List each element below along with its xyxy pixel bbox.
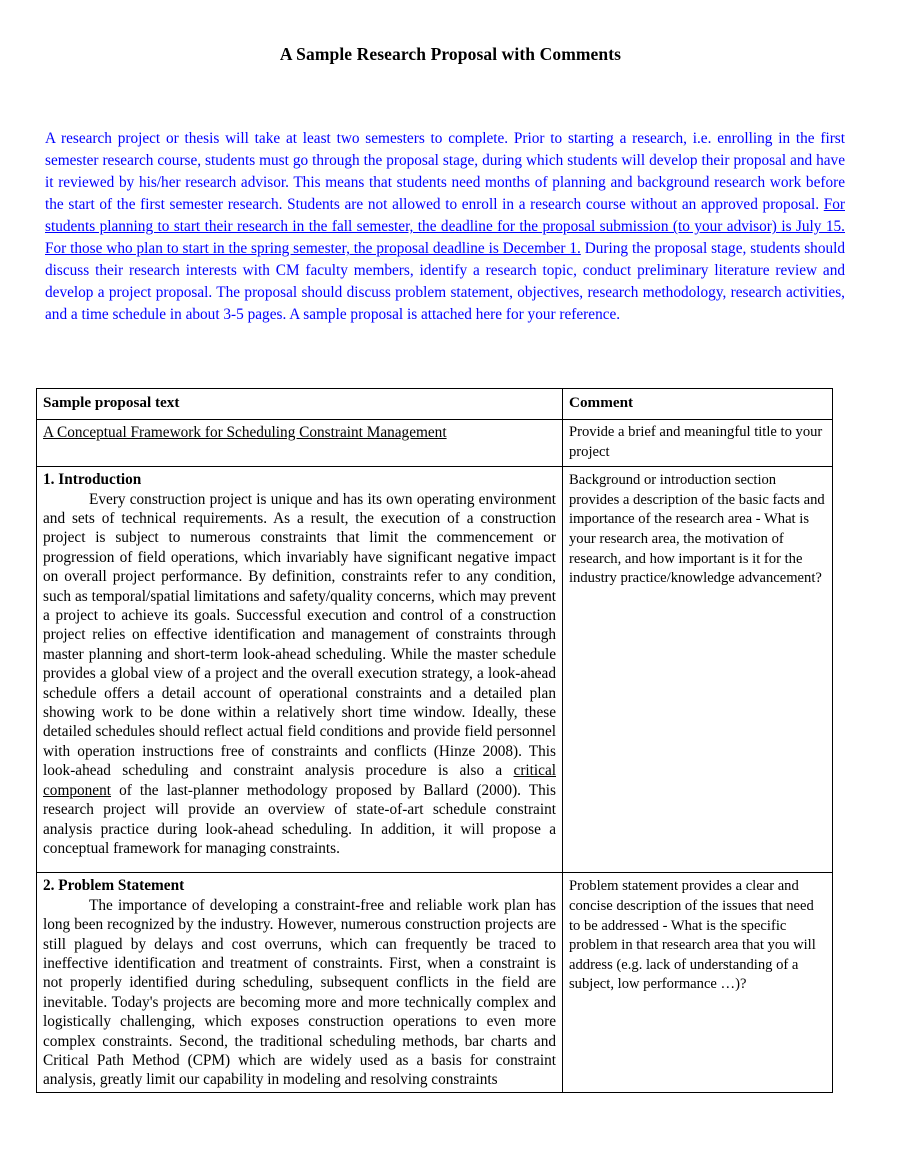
intro-part-1: A research project or thesis will take at least two semesters to complete. Prior to starting a research, i.e. enrolling in the first semester research course, students must go through the proposal stage, during which students will develop their proposal and have it reviewed by his/her research advisor. This means that students need months of planning and background research work before the start of the first semester research. Students are not allowed to enroll in a research course without an approved proposal. [45, 130, 845, 214]
table-row [37, 873, 833, 1092]
proposal-comment-table [36, 388, 833, 1093]
intro-paragraph [45, 128, 845, 326]
table-row [37, 420, 833, 467]
cell-section-problem-statement [37, 873, 563, 1092]
comment-text: Problem statement provides a clear and concise description of the issues that need to be addressed - What is the specific problem in that research area that you will address (e.g. lack of understanding of a subject, low performance …)? [569, 878, 816, 993]
cell-comment-title [563, 420, 833, 467]
section-heading-introduction: 1. Introduction [43, 471, 142, 489]
cell-comment-problem-statement [563, 873, 833, 1092]
page-title: A Sample Research Proposal with Comments [279, 44, 622, 64]
critical-component-underlined: critical component [43, 762, 556, 799]
section-body-problem-statement: The importance of developing a constraint-free and reliable work plan has long been recognized by the industry. However, numerous construction projects are still plagued by delays and cost overruns, which can frequently be traced to ineffective identification and treatment of constraints. First, when a constraint is not properly identified during scheduling, subsequent conflicts in the field are inevitable. Today's projects are becoming more and more technically complex and logistically challenging, which exposes construction operations to even more complex constraints. Second, the traditional scheduling methods, bar charts and Critical Path Method (CPM) which are widely used as a basis for constraint analysis, greatly limit our capability in modeling and resolving constraints [43, 896, 556, 1089]
cell-proposal-title [37, 420, 563, 467]
column-header-sample-proposal-text: Sample proposal text [37, 389, 563, 420]
comment-text: Background or introduction section provides a description of the basic facts and importance of the research area - What is your research area, the motivation of research, and how important is it for the industry practice/knowledge advancement? [569, 472, 825, 587]
column-header-comment: Comment [563, 389, 833, 420]
table-header-row [37, 389, 833, 420]
section-heading-problem-statement: 2. Problem Statement [43, 877, 185, 895]
cell-comment-introduction [563, 467, 833, 873]
cell-section-introduction [37, 467, 563, 873]
comment-text: Provide a brief and meaningful title to your project [569, 424, 823, 460]
table-row [37, 467, 833, 873]
intro-body-part-2: of the last-planner methodology proposed by Ballard (2000). This research project will provide an overview of state-of-art schedule constraint analysis practice during look-ahead scheduling. In addition, it will propose a conceptual framework for managing constraints. [43, 781, 556, 857]
intro-part-2: During the proposal stage, students should discuss their research interests with CM faculty members, identify a research topic, conduct preliminary literature review and develop a project proposal. The proposal should discuss problem statement, objectives, research methodology, research activities, and a time schedule in about 3-5 pages. A sample proposal is attached here for your reference. [45, 240, 846, 324]
intro-deadline-underlined: For students planning to start their research in the fall semester, the deadline for the proposal submission (to your advisor) is July 15. For those who plan to start in the spring semester, the proposal deadline is December 1. [45, 196, 845, 258]
section-body-introduction [43, 490, 556, 859]
proposal-title-text: A Conceptual Framework for Scheduling Constraint Management [43, 424, 447, 441]
intro-body-part-1: Every construction project is unique and has its own operating environment and sets of technical requirements. As a result, the execution of a construction project is subject to numerous constraints that limit the commencement or progression of field operations, which invariably have significant negative impact on overall project performance. By definition, constraints refer to any condition, such as temporal/spatial limitations and safety/quality concerns, which may prevent a project to achieve its goals. Successful execution and control of a construction project relies on effective identification and management of constraints through master planning and short-term look-ahead scheduling. While the master schedule provides a global view of a project and the overall execution strategy, a look-ahead schedule offers a detail account of operational constraints and a detailed plan showing work to be done within a relatively short time window. Ideally, these detailed schedules should reflect actual field conditions and provide field personnel with operation instructions free of constraints and conflicts (Hinze 2008). This look-ahead scheduling and constraint analysis procedure is also a [43, 490, 556, 780]
